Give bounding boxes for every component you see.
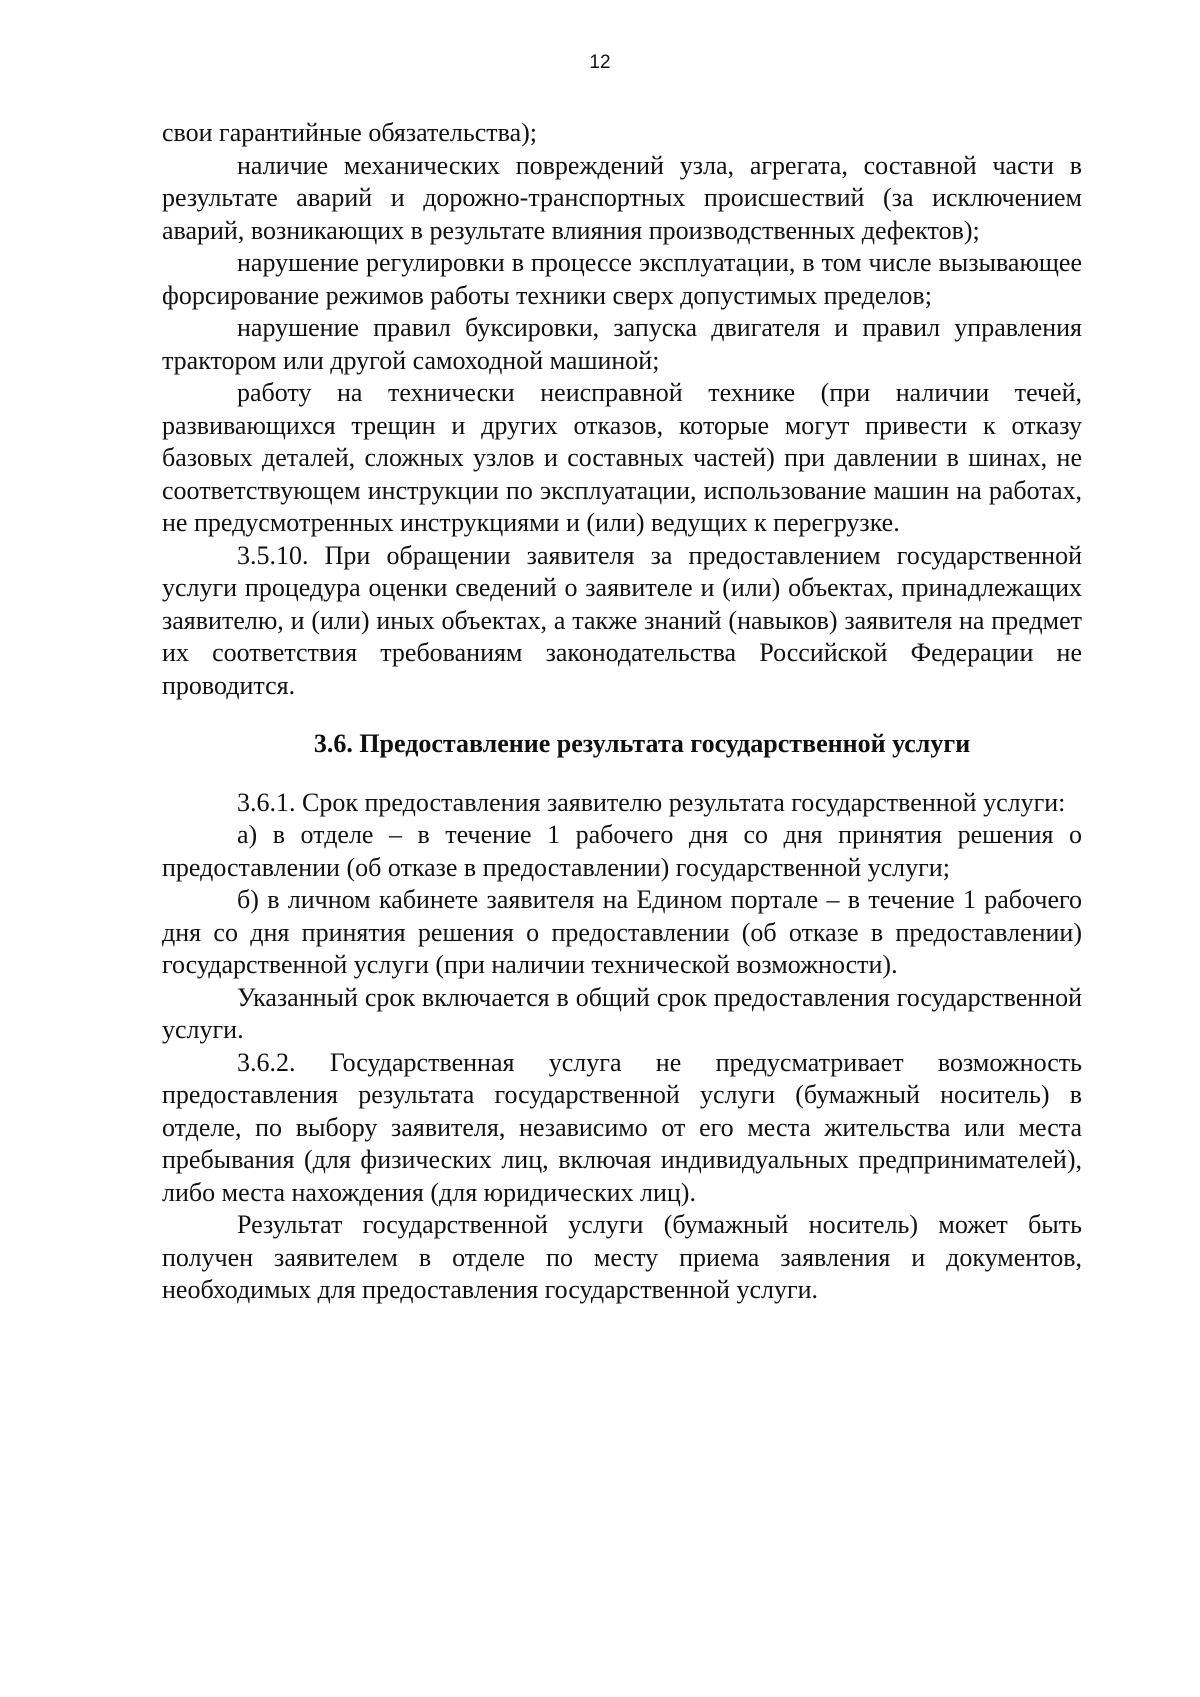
paragraph-3-6-1-b: б) в личном кабинете заявителя на Едином портале – в течение 1 рабочего дня со дня принятия решения о предоставлении (об отказе в предоставлении) государственной услуги (при наличии технической возможности).: [162, 885, 1082, 979]
document-body: [162, 117, 1082, 1307]
paragraph-3-5-10: 3.5.10. При обращении заявителя за предоставлением государственной услуги процедура оценки сведений о заявителе и (или) объектах, принадлежащих заявителю, и (или) иных объектах, а также знаний (навыков) заявителя на предмет их соответствия требованиям законодательства Российской Федерации не проводится.: [162, 540, 1082, 700]
section-heading-3-6: 3.6. Предоставление результата государственной услуги: [313, 729, 971, 758]
paragraph-3-6-1-a: а) в отделе – в течение 1 рабочего дня со дня принятия решения о предоставлении (об отказе в предоставлении) государственной услуги;: [162, 820, 1082, 882]
page-number: 12: [589, 52, 611, 73]
paragraph-faulty-equipment: работу на технически неисправной технике (при наличии течей, развивающихся трещин и других отказов, которые могут привести к отказу базовых деталей, сложных узлов и составных частей) при давлении в шинах, не соответствующем инструкции по эксплуатации, использование машин на работах, не предусмотренных инструкциями и (или) ведущих к перегрузке.: [162, 378, 1082, 537]
paragraph-3-6-2: 3.6.2. Государственная услуга не предусматривает возможность предоставления результата государственной услуги (бумажный носитель) в отделе, по выбору заявителя, независимо от его места жительства или места пребывания (для физических лиц, включая индивидуальных предпринимателей), либо места нахождения (для юридических лиц).: [162, 1047, 1082, 1207]
paragraph-adjustment-violation: нарушение регулировки в процессе эксплуатации, в том числе вызывающее форсирование режимов работы техники сверх допустимых пределов;: [162, 248, 1082, 310]
paragraph-term-included: Указанный срок включается в общий срок предоставления государственной услуги.: [162, 982, 1082, 1044]
paragraph-result-paper: Результат государственной услуги (бумажный носитель) может быть получен заявителем в отделе по месту приема заявления и документов, необходимых для предоставления государственной услуги.: [162, 1210, 1082, 1304]
paragraph-mechanical-damage: наличие механических повреждений узла, агрегата, составной части в результате аварий и дорожно-транспортных происшествий (за исключением аварий, возникающих в результате влияния производственных дефектов);: [162, 150, 1082, 245]
paragraph-3-6-1: 3.6.1. Срок предоставления заявителю результата государственной услуги:: [237, 787, 1066, 817]
paragraph-warranty-obligations: свои гарантийные обязательства);: [162, 118, 537, 147]
paragraph-towing-rules: нарушение правил буксировки, запуска двигателя и правил управления трактором или другой самоходной машиной;: [162, 313, 1082, 375]
